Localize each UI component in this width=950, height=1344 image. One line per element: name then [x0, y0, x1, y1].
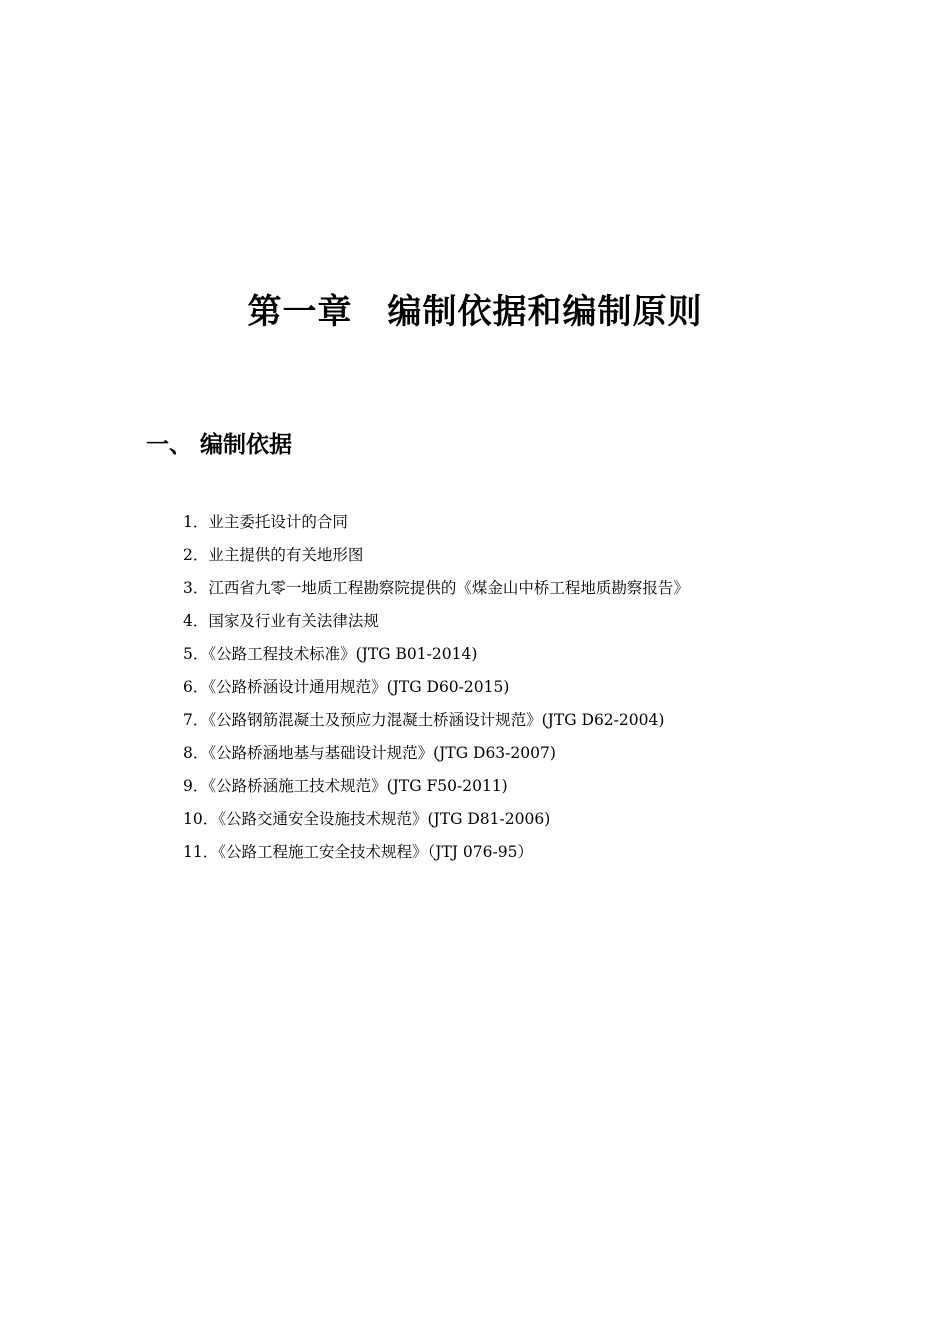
reference-text: 10．《公路交通安全设施技术规范》(JTG D81-2006) [183, 810, 551, 828]
list-item [183, 506, 689, 539]
section-heading: 一、 编制依据 [146, 432, 293, 458]
reference-text: 3．江西省九零一地质工程勘察院提供的《煤金山中桥工程地质勘察报告》 [183, 579, 689, 597]
reference-text: 2．业主提供的有关地形图 [183, 546, 364, 564]
list-item [183, 704, 689, 737]
list-item [183, 572, 689, 605]
reference-text: 1．业主委托设计的合同 [183, 513, 348, 531]
reference-text: 5．《公路工程技术标准》(JTG B01-2014) [183, 645, 478, 663]
reference-text: 8．《公路桥涵地基与基础设计规范》(JTG D63-2007) [183, 744, 556, 762]
list-item [183, 836, 689, 869]
list-item [183, 770, 689, 803]
list-item [183, 737, 689, 770]
list-item [183, 605, 689, 638]
reference-text: 11．《公路工程施工安全技术规程》（JTJ 076-95） [183, 843, 533, 861]
reference-list [183, 506, 689, 869]
list-item [183, 539, 689, 572]
list-item [183, 638, 689, 671]
list-item [183, 671, 689, 704]
reference-text: 9．《公路桥涵施工技术规范》(JTG F50-2011) [183, 777, 508, 795]
reference-text: 6．《公路桥涵设计通用规范》(JTG D60-2015) [183, 678, 510, 696]
reference-text: 4．国家及行业有关法律法规 [183, 612, 379, 630]
list-item [183, 803, 689, 836]
chapter-title: 第一章 编制依据和编制原则 [247, 292, 703, 332]
reference-text: 7．《公路钢筋混凝土及预应力混凝土桥涵设计规范》(JTG D62-2004) [183, 711, 665, 729]
